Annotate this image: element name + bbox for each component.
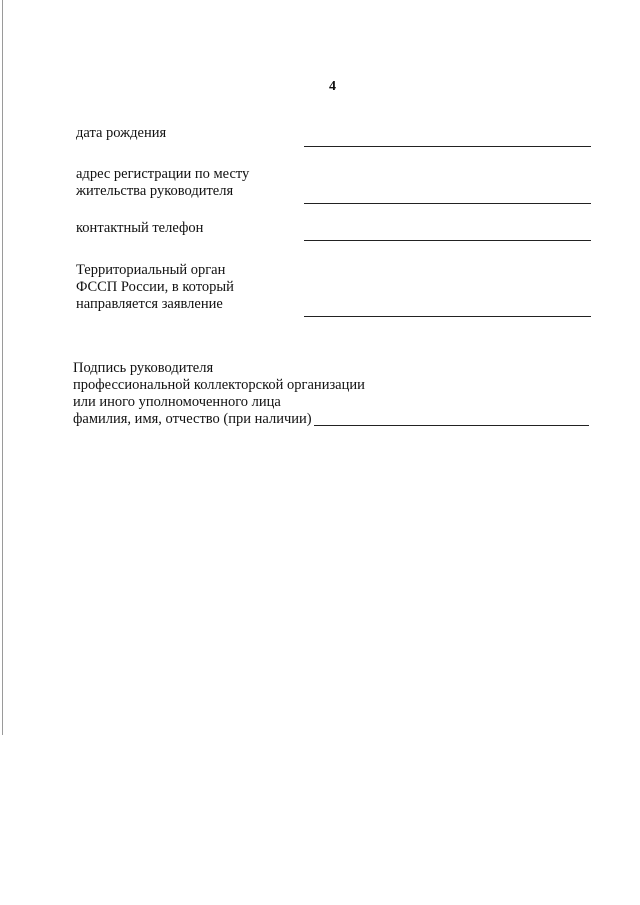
signature-text-line: профессиональной коллекторской организации xyxy=(73,377,365,393)
page-number: 4 xyxy=(329,79,336,94)
birth-date-fill-line xyxy=(304,146,591,147)
scan-edge xyxy=(2,0,3,735)
signature-text-line: фамилия, имя, отчество (при наличии) xyxy=(73,411,312,427)
field-label-line: направляется заявление xyxy=(76,296,223,312)
territorial-body-fill-line xyxy=(304,316,591,317)
field-label-line: ФССП России, в который xyxy=(76,279,234,295)
field-label-birth-date xyxy=(76,125,166,142)
registration-address-fill-line xyxy=(304,203,591,204)
signature-text-line: Подпись руководителя xyxy=(73,360,214,376)
field-label-line: дата рождения xyxy=(76,125,167,141)
field-label-line: контактный телефон xyxy=(76,220,204,236)
field-label-contact-phone xyxy=(76,220,203,237)
field-label-line: жительства руководителя xyxy=(76,183,234,199)
field-label-line: Территориальный орган xyxy=(76,262,226,278)
signature-block xyxy=(73,360,365,428)
signature-fill-line xyxy=(314,425,589,426)
contact-phone-fill-line xyxy=(304,240,591,241)
field-label-territorial-body xyxy=(76,262,234,313)
field-label-registration-address xyxy=(76,166,249,200)
signature-text-line: или иного уполномоченного лица xyxy=(73,394,281,410)
field-label-line: адрес регистрации по месту xyxy=(76,166,250,182)
